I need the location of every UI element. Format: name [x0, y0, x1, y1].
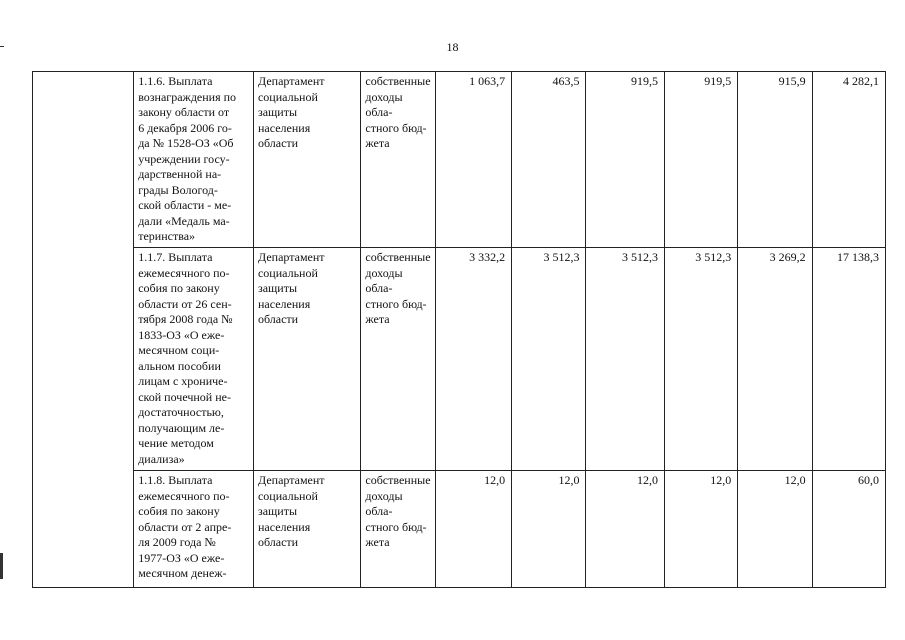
scan-edge-mark [0, 553, 3, 579]
table-row [33, 471, 886, 588]
program-cell: 1.1.7. Выплата ежемесячного по- собия по закону области от 26 сен- тября 2008 года № 1833-ОЗ «О еже- месячном соци- альном пособии лицам с хрониче- ской почечной не- достаточностью, получающим ле- чение методом диализа» [134, 248, 254, 471]
budget-table [32, 71, 886, 588]
table-row [33, 248, 886, 471]
value-cell: 919,5 [586, 72, 664, 248]
value-cell: 3 512,3 [664, 248, 737, 471]
funding-source-cell: собственные доходы обла- стного бюд- жета [361, 72, 435, 248]
value-cell: 12,0 [435, 471, 511, 588]
value-cell: 915,9 [738, 72, 812, 248]
value-cell: 3 269,2 [738, 248, 812, 471]
value-cell: 12,0 [586, 471, 664, 588]
value-cell: 463,5 [512, 72, 586, 248]
program-cell: 1.1.6. Выплата вознаграждения по закону области от 6 декабря 2006 го- да № 1528-ОЗ «Об учреждении госу- дарственной на- грады Вологод- ской области - ме- дали «Медаль ма- теринства» [134, 72, 254, 248]
page-number: 18 [446, 40, 459, 54]
table-row [33, 72, 886, 248]
program-cell: 1.1.8. Выплата ежемесячного по- собия по закону области от 2 апре- ля 2009 года № 1977-ОЗ «О еже- месячном денеж- [134, 471, 254, 588]
scan-edge-mark [0, 46, 4, 47]
value-cell: 919,5 [664, 72, 737, 248]
executor-cell: Департамент социальной защиты населения области [253, 471, 360, 588]
executor-cell: Департамент социальной защиты населения области [253, 248, 360, 471]
total-cell: 4 282,1 [812, 72, 885, 248]
value-cell: 1 063,7 [435, 72, 511, 248]
value-cell: 3 512,3 [586, 248, 664, 471]
funding-source-cell: собственные доходы обла- стного бюд- жета [361, 471, 435, 588]
value-cell: 3 332,2 [435, 248, 511, 471]
value-cell: 12,0 [738, 471, 812, 588]
value-cell: 12,0 [512, 471, 586, 588]
executor-cell: Департамент социальной защиты населения области [253, 72, 360, 248]
value-cell: 12,0 [664, 471, 737, 588]
funding-source-cell: собственные доходы обла- стного бюд- жета [361, 248, 435, 471]
total-cell: 60,0 [812, 471, 885, 588]
total-cell: 17 138,3 [812, 248, 885, 471]
value-cell: 3 512,3 [512, 248, 586, 471]
empty-index-cell [33, 72, 134, 588]
